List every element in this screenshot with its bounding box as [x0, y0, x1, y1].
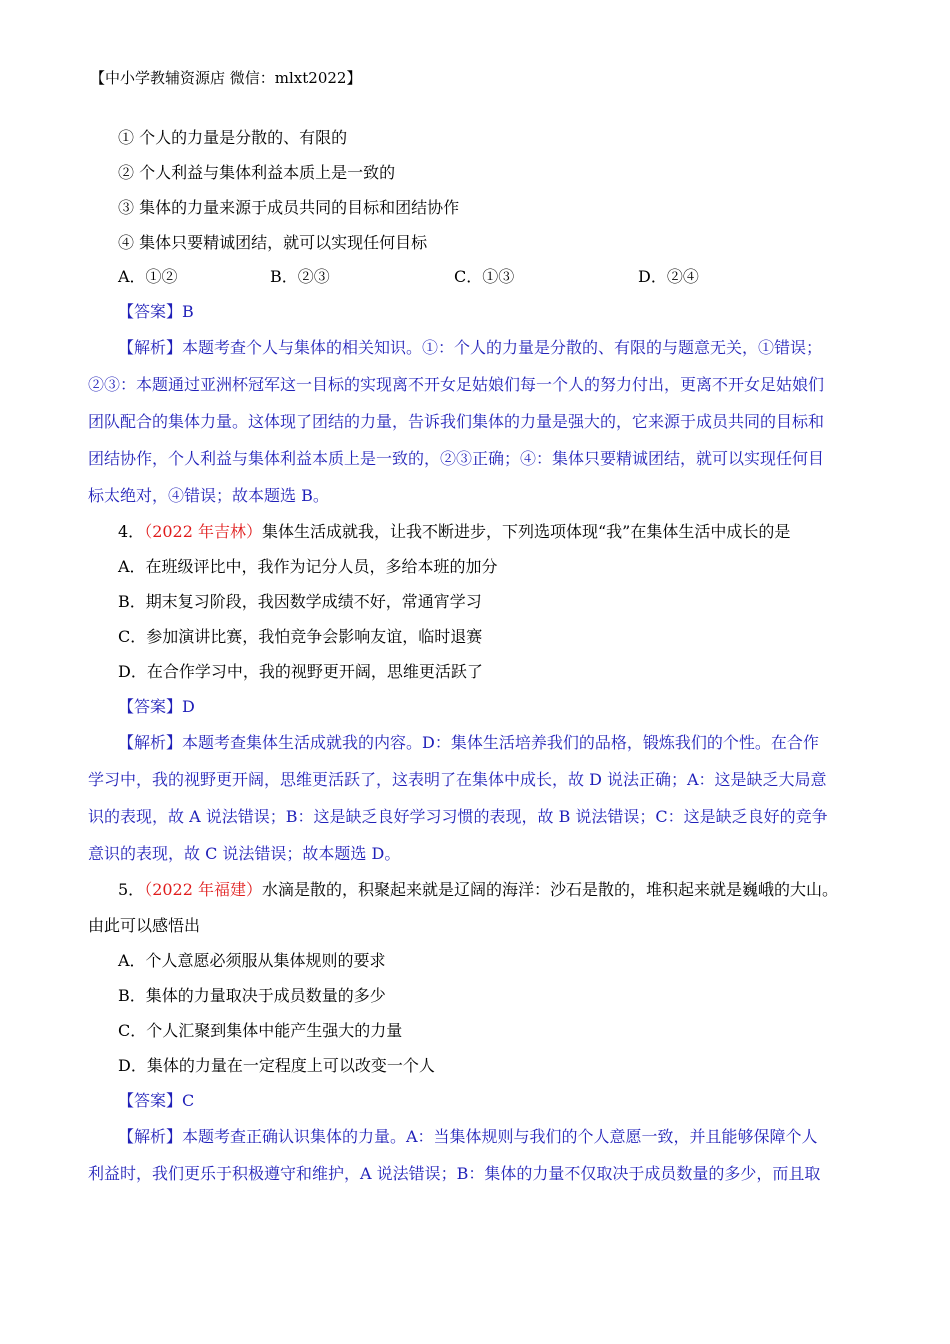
- q3-option-c: C．①③: [454, 267, 515, 286]
- q5-source: （2022 年福建）: [144, 880, 262, 899]
- q4-option-c: C．参加演讲比赛，我怕竞争会影响友谊，临时退赛: [118, 627, 483, 646]
- q3-option-d: D．②④: [638, 267, 699, 286]
- q4-answer: 【答案】D: [118, 697, 195, 716]
- q3-option-a: A．①②: [118, 267, 178, 286]
- q3-option-b: B．②③: [270, 267, 330, 286]
- q5-stem: [118, 879, 838, 901]
- q4-source: （2022 年吉林）: [144, 522, 262, 541]
- q5-analysis-line: 利益时，我们更乐于积极遵守和维护，A 说法错误；B：集体的力量不仅取决于成员数量的多少，而且取: [88, 1164, 821, 1183]
- q4-analysis-line: 【解析】本题考查集体生活成就我的内容。D：集体生活培养我们的品格，锻炼我们的个性。在合作: [118, 733, 819, 752]
- q3-item-2: ② 个人利益与集体利益本质上是一致的: [118, 163, 396, 182]
- q4-option-d: D．在合作学习中，我的视野更开阔，思维更活跃了: [118, 662, 483, 681]
- q5-option-a: A．个人意愿必须服从集体规则的要求: [118, 951, 386, 970]
- q3-analysis-line: ②③：本题通过亚洲杯冠军这一目标的实现离不开女足姑娘们每一个人的努力付出，更离不开女足姑娘们: [88, 375, 825, 394]
- q5-option-b: B．集体的力量取决于成员数量的多少: [118, 986, 386, 1005]
- q3-analysis-line: 团结协作，个人利益与集体利益本质上是一致的，②③正确；④：集体只要精诚团结，就可以实现任何目: [88, 449, 825, 468]
- q3-analysis-line: 团队配合的集体力量。这体现了团结的力量，告诉我们集体的力量是强大的，它来源于成员共同的目标和: [88, 412, 825, 431]
- q5-option-d: D．集体的力量在一定程度上可以改变一个人: [118, 1056, 435, 1075]
- q5-answer: 【答案】C: [118, 1091, 195, 1110]
- q5-stem-continued: 由此可以感悟出: [88, 916, 201, 935]
- q4-analysis-line: 意识的表现，故 C 说法错误；故本题选 D。: [88, 844, 401, 863]
- q4-option-b: B．期末复习阶段，我因数学成绩不好，常通宵学习: [118, 592, 482, 611]
- q5-analysis-line: 【解析】本题考查正确认识集体的力量。A：当集体规则与我们的个人意愿一致，并且能够保障个人: [118, 1127, 818, 1146]
- q3-item-3: ③ 集体的力量来源于成员共同的目标和团结协作: [118, 198, 460, 217]
- q4-number: 4．: [118, 522, 145, 541]
- q3-item-4: ④ 集体只要精诚团结，就可以实现任何目标: [118, 233, 428, 252]
- q4-analysis-line: 识的表现，故 A 说法错误；B：这是缺乏良好学习习惯的表现，故 B 说法错误；C：这是缺乏良好的竞争: [88, 807, 828, 826]
- q4-analysis-line: 学习中，我的视野更开阔，思维更活跃了，这表明了在集体中成长，故 D 说法正确；A：这是缺乏大局意: [88, 770, 827, 789]
- q4-option-a: A．在班级评比中，我作为记分人员，多给本班的加分: [118, 557, 498, 576]
- q5-stem-text: 水滴是散的，积聚起来就是辽阔的海洋：沙石是散的，堆积起来就是巍峨的大山。: [262, 880, 839, 899]
- q3-analysis-line: 标太绝对，④错误；故本题选 B。: [88, 486, 329, 505]
- q3-options: [118, 266, 838, 288]
- q5-option-c: C．个人汇聚到集体中能产生强大的力量: [118, 1021, 403, 1040]
- q5-number: 5．: [118, 880, 145, 899]
- q4-stem: [118, 521, 790, 543]
- q3-analysis-line: 【解析】本题考查个人与集体的相关知识。①：个人的力量是分散的、有限的与题意无关，①错误；: [118, 338, 823, 357]
- q3-answer: 【答案】B: [118, 302, 194, 321]
- q3-item-1: ① 个人的力量是分散的、有限的: [118, 128, 348, 147]
- page-header: 【中小学教辅资源店 微信：mlxt2022】: [90, 69, 362, 87]
- q4-stem-text: 集体生活成就我，让我不断进步，下列选项体现“我”在集体生活中成长的是: [262, 522, 791, 541]
